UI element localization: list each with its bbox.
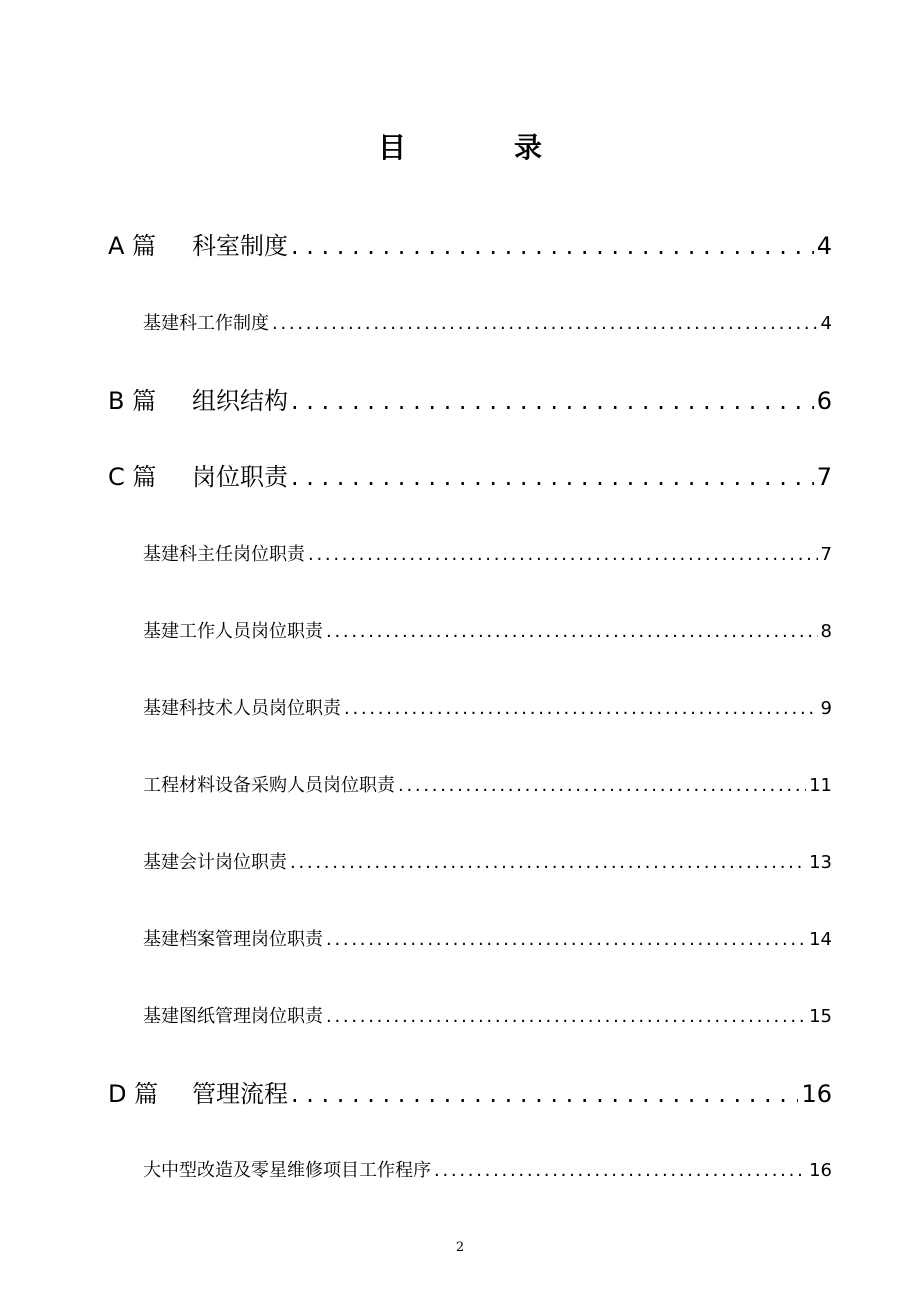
page-title: 目 录	[377, 131, 582, 164]
toc-page-number: 4	[816, 232, 832, 260]
toc-entry-title: 基建档案管理岗位职责	[143, 929, 323, 950]
toc-entry-title: 管理流程	[192, 1080, 288, 1108]
toc-entry-title: 大中型改造及零星维修项目工作程序	[143, 1160, 431, 1181]
dot-leader	[291, 385, 814, 417]
toc-page-number: 16	[809, 1160, 832, 1181]
toc-part-label: A 篇	[108, 232, 157, 260]
toc-entry[interactable]	[143, 542, 832, 568]
toc-page-number: 7	[820, 544, 832, 565]
dot-leader	[434, 1158, 806, 1184]
toc-entry-part-c[interactable]	[108, 461, 832, 493]
toc-entry[interactable]	[143, 619, 832, 645]
toc-entry-part-a[interactable]	[108, 230, 832, 262]
toc-entry-title: 基建工作人员岗位职责	[143, 621, 323, 642]
toc-page-number: 15	[809, 1006, 832, 1027]
toc-entry-title: 基建图纸管理岗位职责	[143, 1006, 323, 1027]
toc-entry-title: 基建科工作制度	[143, 313, 269, 334]
toc-entry[interactable]	[143, 850, 832, 876]
toc-page-number: 9	[820, 698, 832, 719]
dot-leader	[291, 1078, 798, 1110]
toc-entry[interactable]	[143, 927, 832, 953]
dot-leader	[290, 850, 806, 876]
dot-leader	[291, 461, 814, 493]
toc-page-number: 7	[816, 463, 832, 491]
toc-part-label: D 篇	[108, 1080, 159, 1108]
toc-entry[interactable]	[143, 1004, 832, 1030]
dot-leader	[344, 696, 818, 722]
toc-page-number: 11	[809, 775, 832, 796]
toc-entry-title: 工程材料设备采购人员岗位职责	[143, 775, 395, 796]
dot-leader	[272, 311, 818, 337]
dot-leader	[326, 1004, 806, 1030]
toc-page-number: 13	[809, 852, 832, 873]
toc-entry[interactable]	[143, 773, 832, 799]
toc-page-number: 4	[820, 313, 832, 334]
toc-part-label: C 篇	[108, 463, 157, 491]
toc-entry-title: 岗位职责	[192, 463, 288, 491]
toc-entry-title: 组织结构	[192, 387, 288, 415]
dot-leader	[308, 542, 818, 568]
footer-page-number: 2	[455, 1240, 465, 1255]
toc-entry-title: 基建会计岗位职责	[143, 852, 287, 873]
dot-leader	[291, 230, 814, 262]
dot-leader	[398, 773, 806, 799]
toc-entry[interactable]	[143, 311, 832, 337]
toc-page-number: 16	[801, 1080, 832, 1108]
toc-entry[interactable]	[143, 696, 832, 722]
dot-leader	[326, 927, 806, 953]
dot-leader	[326, 619, 818, 645]
toc-page-number: 8	[820, 621, 832, 642]
toc-entry-title: 科室制度	[192, 232, 288, 260]
toc-entry-part-d[interactable]	[108, 1078, 832, 1110]
toc-page-number: 6	[816, 387, 832, 415]
toc-entry-title: 基建科主任岗位职责	[143, 544, 305, 565]
toc-part-label: B 篇	[108, 387, 157, 415]
toc-entry-title: 基建科技术人员岗位职责	[143, 698, 341, 719]
toc-entry[interactable]	[143, 1158, 832, 1184]
toc-entry-part-b[interactable]	[108, 385, 832, 417]
toc-page-number: 14	[809, 929, 832, 950]
